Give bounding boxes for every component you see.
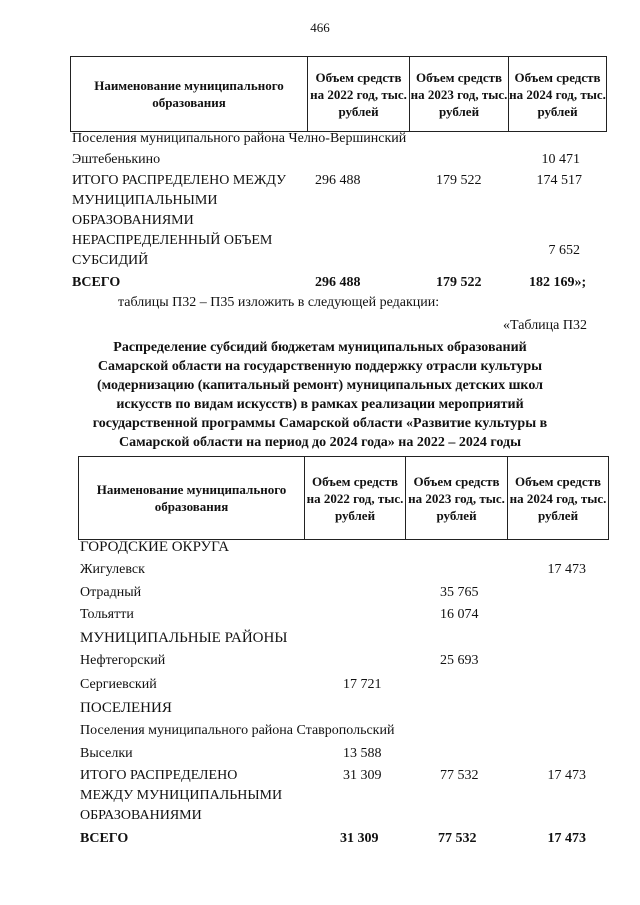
table2-otradny-2023: 35 765 — [440, 585, 479, 600]
table2-row-zhigulevsk: Жигулевск — [80, 562, 145, 577]
table2-itogo-label: ИТОГО РАСПРЕДЕЛЕНО — [80, 768, 238, 783]
amendment-paragraph: таблицы П32 – П35 изложить в следующей редакции: — [118, 295, 440, 310]
table1-col-2022: Объем средств на 2022 год, тыс. рублей — [308, 57, 410, 132]
table1-itogo-2024: 174 517 — [536, 173, 582, 188]
table2-row-vyselki: Выселки — [80, 746, 133, 761]
table2-group-poseleniya: ПОСЕЛЕНИЯ — [80, 700, 172, 716]
table1-itogo-label-3: ОБРАЗОВАНИЯМИ — [72, 213, 194, 228]
table2-itogo-2024: 17 473 — [547, 768, 586, 783]
title-line: Распределение субсидий бюджетам муниципальных образований — [113, 340, 527, 355]
table1-itogo-2023: 179 522 — [436, 173, 482, 188]
table2-tolyatti-2023: 16 074 — [440, 607, 479, 622]
table-label: «Таблица П32 — [503, 318, 587, 333]
table2-header — [78, 456, 609, 540]
table1-col-name: Наименование муниципального образования — [71, 57, 308, 132]
table2-itogo-2023: 77 532 — [440, 768, 479, 783]
table2-group-gorodskie: ГОРОДСКИЕ ОКРУГА — [80, 539, 230, 555]
table1-col-2023: Объем средств на 2023 год, тыс. рублей — [410, 57, 509, 132]
table2-subgroup-stavropolsky: Поселения муниципального района Ставропольский — [80, 723, 395, 738]
table2-neftegorsky-2023: 25 693 — [440, 653, 479, 668]
table2-itogo-2022: 31 309 — [343, 768, 382, 783]
table2-row-tolyatti: Тольятти — [80, 607, 134, 622]
table1-nerasp-label-2: СУБСИДИЙ — [72, 253, 149, 268]
title-line: государственной программы Самарской области «Развитие культуры в — [92, 416, 548, 431]
table1-header — [70, 56, 607, 132]
table1-itogo-label: ИТОГО РАСПРЕДЕЛЕНО МЕЖДУ — [72, 173, 286, 188]
table2-col-2022: Объем средств на 2022 год, тыс. рублей — [305, 457, 406, 540]
page-number: 466 — [310, 20, 330, 35]
table2-row-sergievsky: Сергиевский — [80, 677, 157, 692]
table2-col-2023: Объем средств на 2023 год, тыс. рублей — [406, 457, 508, 540]
title-line: искусств по видам искусств) в рамках реализации мероприятий — [116, 397, 524, 412]
table2-row-neftegorsky: Нефтегорский — [80, 653, 166, 668]
table2-title — [60, 338, 580, 452]
table1-itogo-label-2: МУНИЦИПАЛЬНЫМИ — [72, 193, 218, 208]
table2-itogo-label-3: ОБРАЗОВАНИЯМИ — [80, 808, 202, 823]
table1-nerasp-2024: 7 652 — [548, 243, 580, 258]
table1-nerasp-label: НЕРАСПРЕДЕЛЕННЫЙ ОБЪЕМ — [72, 233, 273, 248]
table1-col-2024: Объем средств на 2024 год, тыс. рублей — [509, 57, 607, 132]
table2-vsego-label: ВСЕГО — [80, 831, 129, 846]
table2-sergievsky-2022: 17 721 — [343, 677, 382, 692]
table2-col-2024: Объем средств на 2024 год, тыс. рублей — [508, 457, 609, 540]
table2-group-municipalnye: МУНИЦИПАЛЬНЫЕ РАЙОНЫ — [80, 630, 288, 646]
title-line: (модернизацию (капитальный ремонт) муниципальных детских школ — [96, 378, 543, 393]
table1-vsego-2022: 296 488 — [315, 275, 361, 290]
table1-section-label: Поселения муниципального района Челно-Вершинский — [72, 131, 407, 146]
title-line: Самарской области на период до 2024 года» на 2022 – 2024 годы — [119, 435, 521, 450]
table1-row-eshtebenkino: Эштебенькино — [72, 152, 161, 167]
table2-vyselki-2022: 13 588 — [343, 746, 382, 761]
table1-vsego-2024: 182 169»; — [529, 275, 587, 290]
table2-vsego-2022: 31 309 — [340, 831, 379, 846]
table2-col-name: Наименование муниципального образования — [79, 457, 305, 540]
table1-eshtebenkino-2024: 10 471 — [541, 152, 580, 167]
table2-itogo-label-2: МЕЖДУ МУНИЦИПАЛЬНЫМИ — [80, 788, 283, 803]
table2-zhigulevsk-2024: 17 473 — [547, 562, 586, 577]
table1-vsego-2023: 179 522 — [436, 275, 482, 290]
table1-vsego-label: ВСЕГО — [72, 275, 121, 290]
title-line: Самарской области на государственную поддержку отрасли культуры — [97, 359, 543, 374]
table1-itogo-2022: 296 488 — [315, 173, 361, 188]
table2-vsego-2023: 77 532 — [438, 831, 477, 846]
table2-vsego-2024: 17 473 — [547, 831, 586, 846]
table2-row-otradny: Отрадный — [80, 585, 142, 600]
